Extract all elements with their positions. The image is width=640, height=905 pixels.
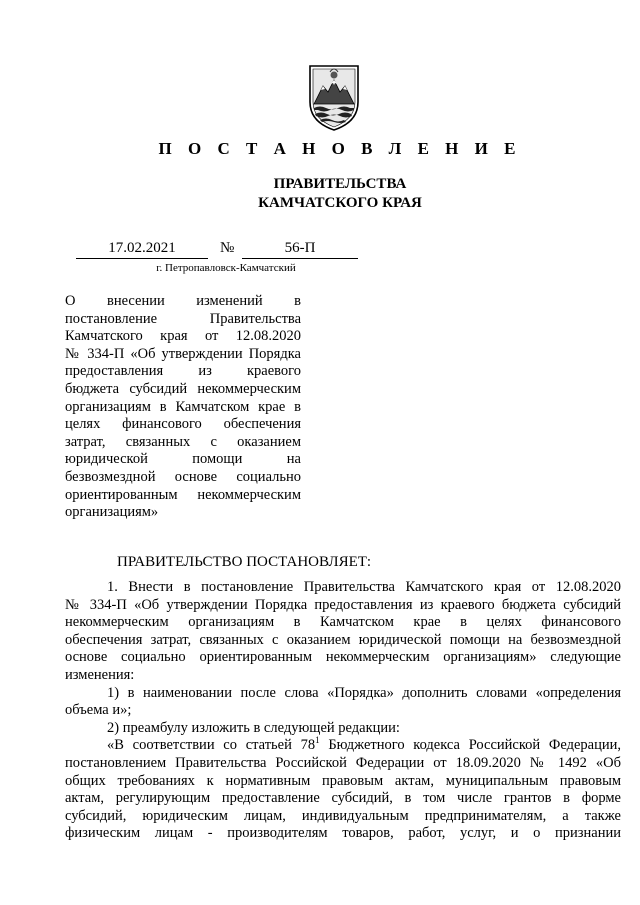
body-line: изменения: [65, 666, 135, 683]
subject-line: организациям в Камчатском крае в [65, 398, 301, 415]
body-line: субсидий, юридическим лицам, индивидуальным предпринимателям, а также [65, 807, 621, 824]
authority-line-1: ПРАВИТЕЛЬСТВА [273, 176, 407, 192]
body-line: № 334-П «Об утверждении Порядка предоставления из краевого бюджета субсидий [65, 596, 621, 613]
subject-line: ориентированным некоммерческим [65, 486, 301, 503]
date-number-row [76, 239, 356, 261]
body-line: объема и»; [65, 702, 132, 719]
body-line: общих требованиях к нормативным правовым актам, муниципальным правовым [65, 772, 621, 789]
body-line: основе социально ориентированным некоммерческим организациям» следующие [65, 649, 621, 666]
authority-line-2: КАМЧАТСКОГО КРАЯ [258, 195, 422, 211]
city-label: г. Петропавловск-Камчатский [156, 262, 296, 274]
subject-block [65, 293, 301, 522]
coat-of-arms-emblem [306, 62, 362, 132]
subject-line: постановление Правительства [65, 310, 301, 327]
subject-line: предоставления из краевого [65, 363, 301, 380]
body-line: актам, регулирующим предоставление субсидий, в том числе грантов в форме [65, 790, 621, 807]
document-date: 17.02.2021 [76, 239, 208, 259]
subject-line: безвозмездной основе социально [65, 468, 301, 485]
subject-line: О внесении изменений в [65, 293, 301, 309]
document-title: П О С Т А Н О В Л Е Н И Е [158, 139, 522, 158]
subject-line: целях финансового обеспечения [65, 416, 301, 433]
body-line: физическим лицам - производителям товаров, работ, услуг, и о признании [65, 825, 621, 842]
decree-heading: ПРАВИТЕЛЬСТВО ПОСТАНОВЛЯЕТ: [117, 554, 372, 570]
issuing-authority [0, 175, 640, 213]
body-line: 2) преамбулу изложить в следующей редакции: [107, 719, 400, 736]
subject-line: Камчатского края от 12.08.2020 [65, 328, 301, 345]
number-sign: № [220, 240, 235, 256]
subject-line: бюджета субсидий некоммерческим [65, 380, 301, 397]
body-text: Бюджетного кодекса Российской Федерации, [319, 737, 621, 754]
document-body [65, 579, 621, 843]
body-line-with-superscript [65, 737, 621, 755]
body-line: постановлением Правительства Российской Федерации от 18.09.2020 № 1492 «Об [65, 754, 621, 771]
body-line: 1. Внести в постановление Правительства Камчатского края от 12.08.2020 [107, 579, 621, 595]
subject-line: № 334-П «Об утверждении Порядка [65, 345, 301, 362]
article-superscript: 1 [315, 735, 320, 746]
subject-line: организациям» [65, 504, 159, 521]
body-line: некоммерческим организациям в Камчатском крае в целях финансового [65, 614, 621, 631]
subject-line: затрат, связанных с оказанием [65, 433, 301, 450]
body-line: 1) в наименовании после слова «Порядка» дополнить словами «определения [107, 684, 621, 701]
document-number: 56-П [242, 239, 358, 259]
body-text: «В соответствии со статьей 78 [107, 737, 316, 754]
body-line: обеспечения затрат, связанных с оказанием юридической помощи на безвозмездной [65, 631, 621, 648]
subject-line: юридической помощи на [65, 451, 301, 468]
